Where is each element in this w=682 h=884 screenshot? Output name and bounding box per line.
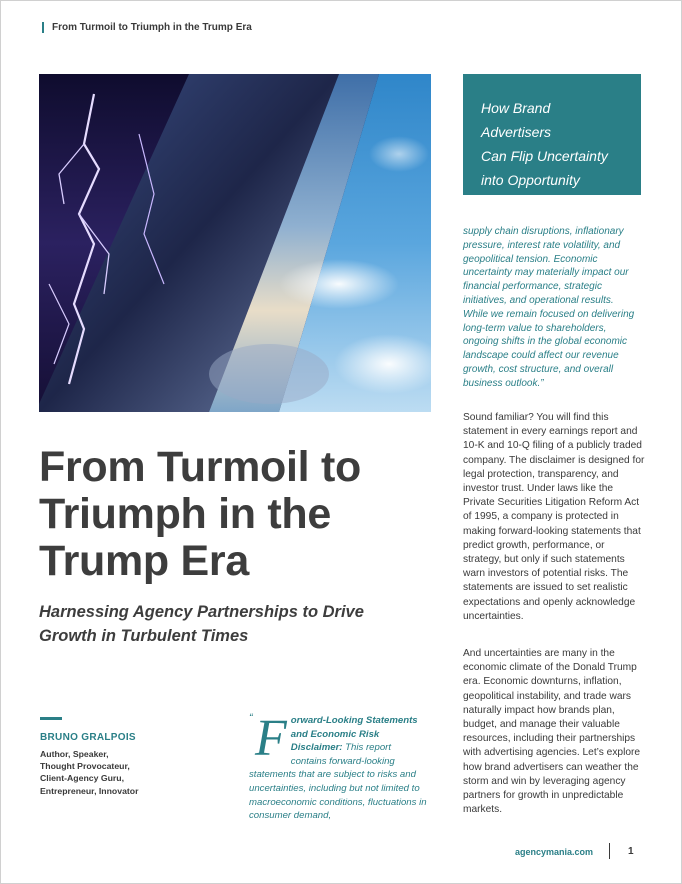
footer-url[interactable]: agencymania.com (515, 847, 594, 857)
body-paragraph: Sound familiar? You will find this statement in every earnings report and 10-K and 10-Q filing of a publicly traded company. The disclaimer is designed for legal protection, transparency, and investor trust. Under laws like the Private Securities Litigation Reform Act of 1995, a company is protected in making forward-looking statements that predict growth, performance, or strategy, but only if such statements warn investors of potential risks. The statements are issued to set realistic expectations and openly acknowledge uncertainties. (463, 412, 645, 622)
pull-quote-text: This report contains forward-looking statements that are subject to risks and uncertainties, including but not limited to macroeconomic conditions, fluctuations in consumer demand, (249, 742, 427, 822)
callout-line: How Brand Advertisers (481, 100, 552, 140)
body-paragraph: And uncertainties are many in the economic climate of the Donald Trump era. Economic downturns, inflation, geopolitical instability, and trade wars naturally impact how brands plan, budget, and manage their valuable resources, including their partnerships with advertising agencies. Let’s explore how brand advertisers can weather the storm and win by leveraging agency partners for growth in unpredictable markets. (463, 648, 641, 816)
quote-continuation: supply chain disruptions, inflationary pressure, interest rate volatility, and geopolitical tension. Economic uncertainty may materially impact our financial performance, strategic initiatives, and operational results. While we remain focused on delivering long-term value to shareholders, ongoing shifts in the global economic landscape could affect our revenue growth, cost structure, and overall business outlook.” (463, 226, 635, 389)
subtitle-line: Growth in Turbulent Times (39, 627, 249, 645)
article-subtitle (39, 600, 439, 648)
footer-divider (609, 843, 610, 859)
article-title (39, 444, 439, 585)
page-number: 1 (628, 846, 634, 857)
author-role: Thought Provocateur, (40, 761, 130, 772)
title-line: Trump Era (39, 537, 249, 585)
open-quote-mark: “ (249, 712, 253, 724)
storm-to-sky-photo-icon (39, 74, 431, 412)
drop-cap: F (255, 710, 287, 767)
body-column (463, 411, 645, 840)
author-roles (40, 748, 138, 797)
subtitle-line: Harnessing Agency Partnerships to Drive (39, 603, 364, 621)
author-role: Author, Speaker, (40, 749, 109, 759)
running-head: From Turmoil to Triumph in the Trump Era (42, 22, 252, 33)
pull-quote-lead: orward-Looking Statements and Economic Risk Disclaimer: (290, 715, 418, 754)
title-line: Triumph in the (39, 490, 332, 538)
callout-line: into Opportunity (481, 172, 580, 188)
author-rule (40, 717, 62, 720)
callout-line: Can Flip Uncertainty (481, 148, 608, 164)
author-role: Entrepreneur, Innovator (40, 785, 139, 796)
callout-box (463, 74, 641, 195)
author-name: BRUNO GRALPOIS (40, 732, 136, 743)
pull-quote (249, 710, 429, 823)
hero-image (39, 74, 431, 412)
title-line: From Turmoil to (39, 443, 361, 491)
author-role: Client-Agency Guru, (40, 773, 124, 784)
